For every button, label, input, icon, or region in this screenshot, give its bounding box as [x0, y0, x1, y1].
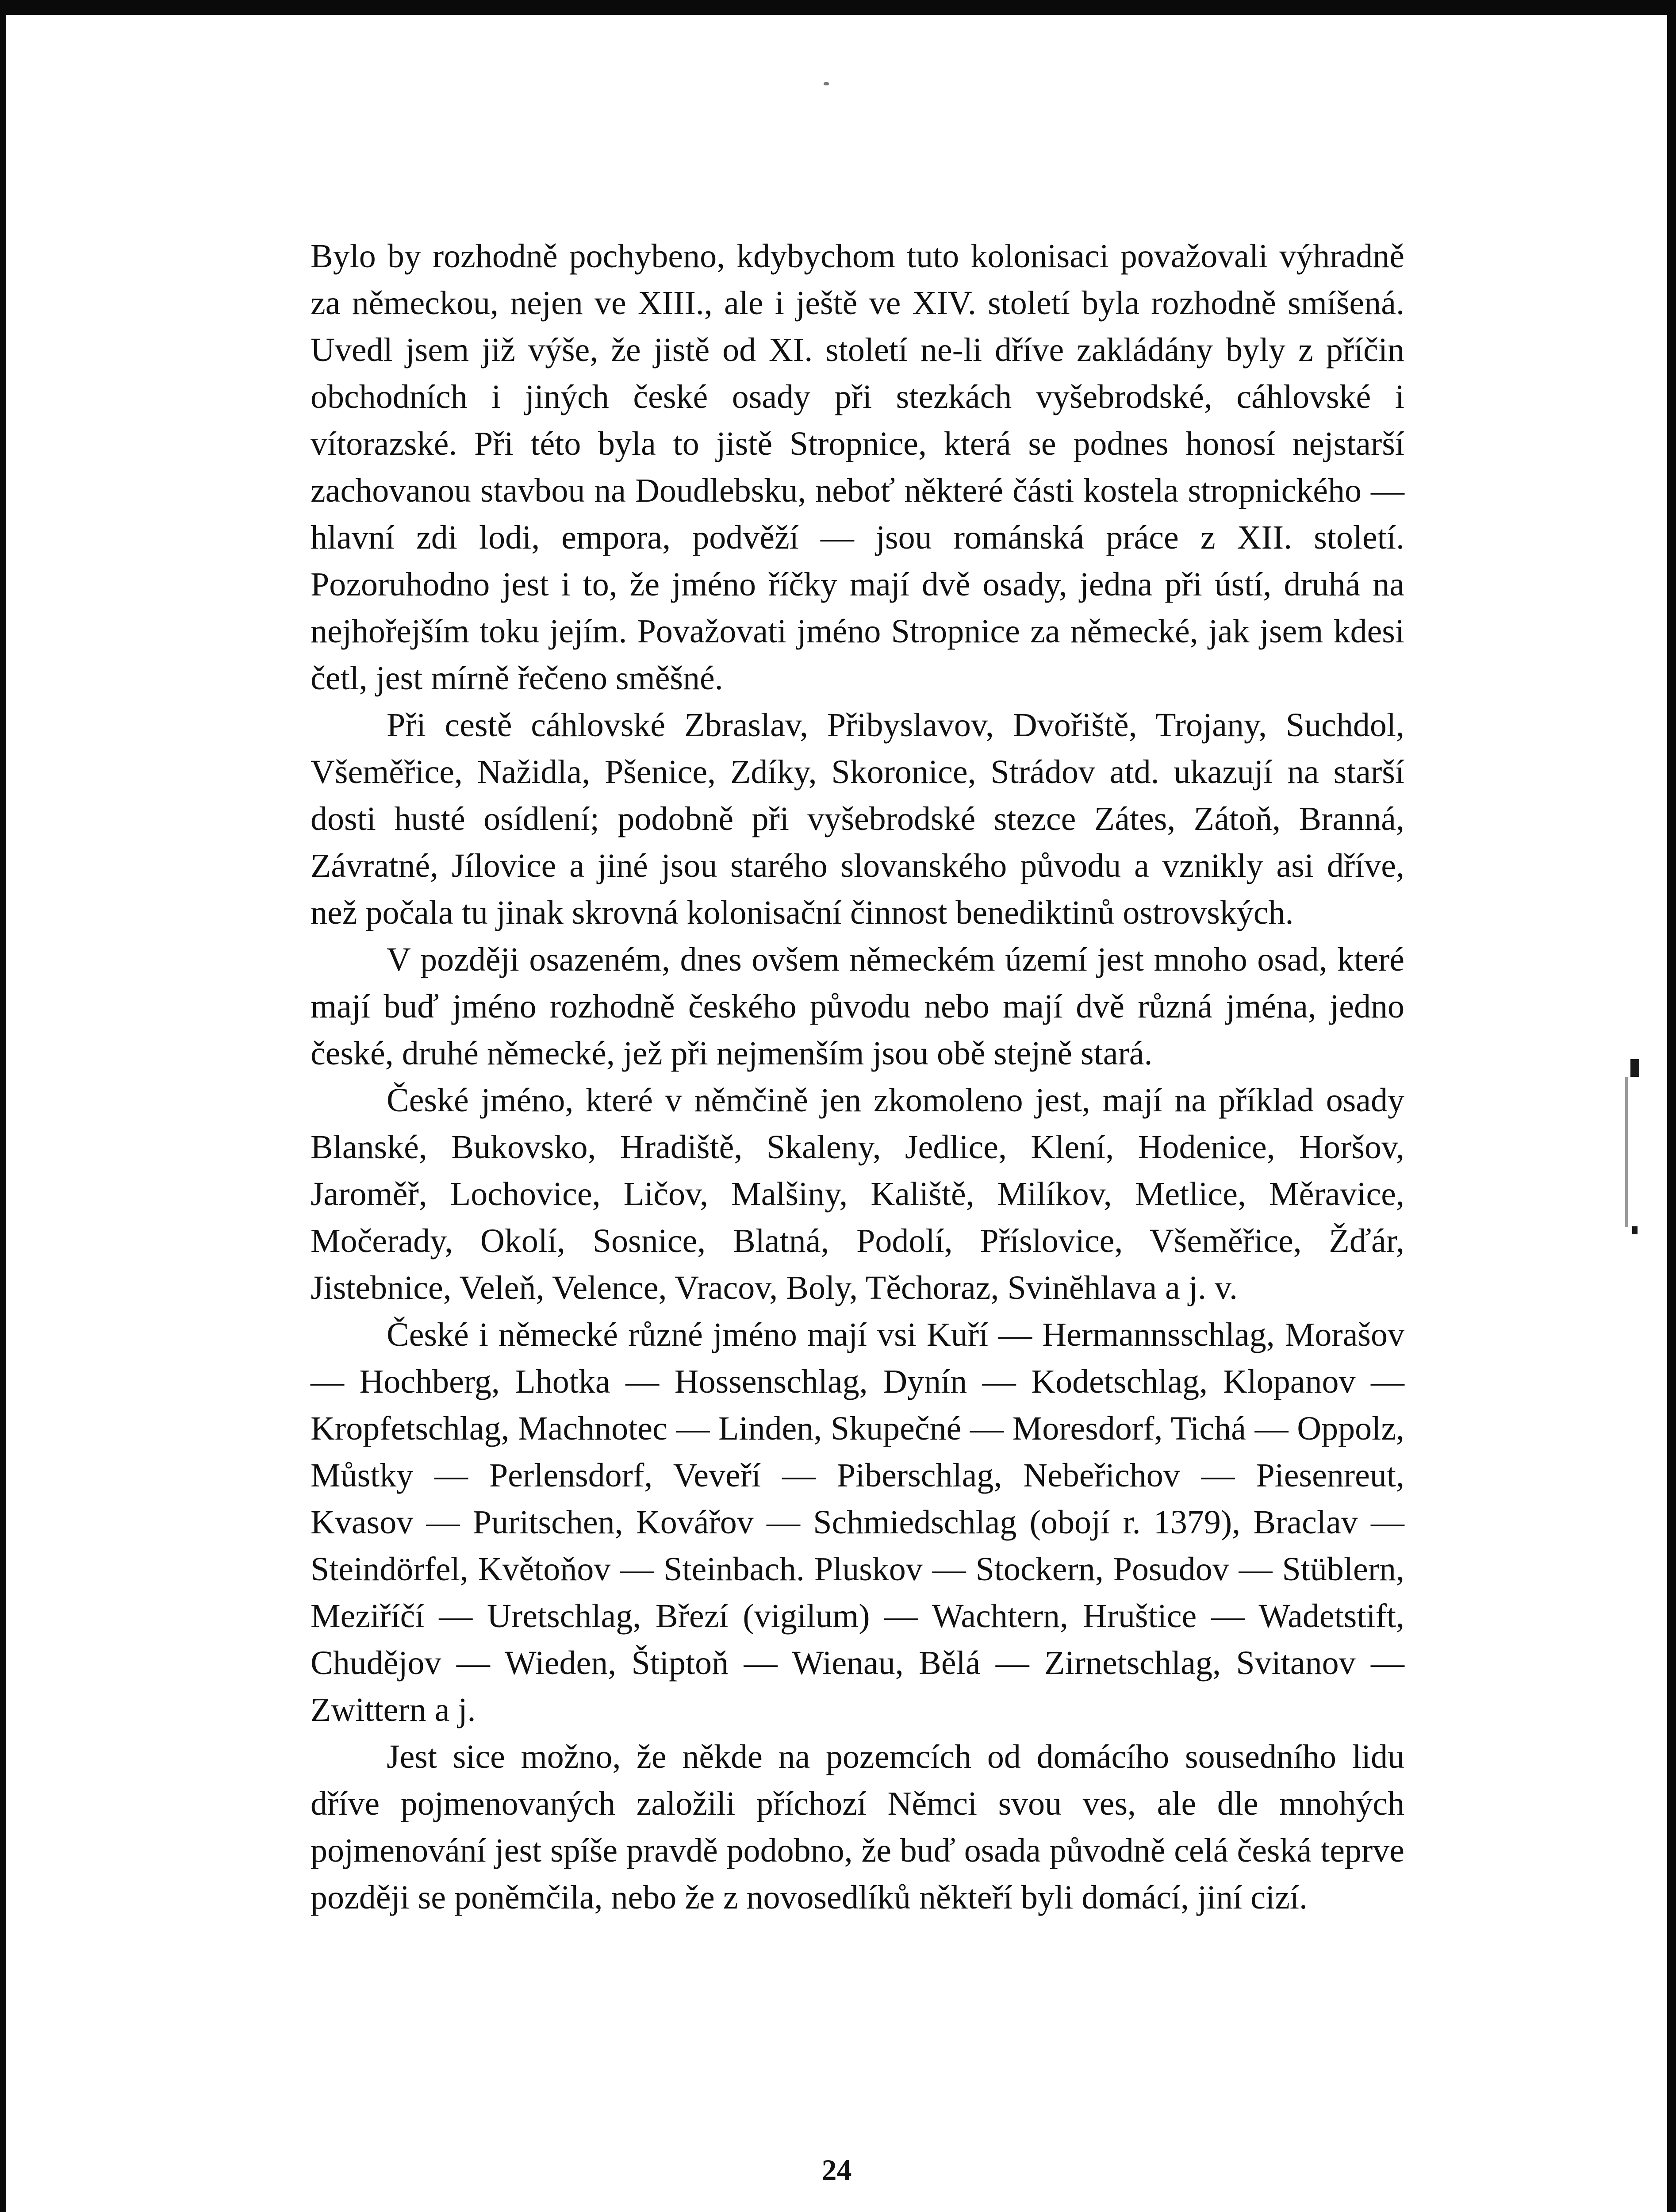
binding-clip-bottom-mark: [1632, 1226, 1638, 1234]
scan-speck-mark: [824, 82, 829, 85]
body-text: [311, 233, 1404, 1921]
paragraph-ceske-jmeno: České jméno, které v němčině jen zkomoleno jest, mají na příklad osady Blanské, Bukovsko, Hradiště, Skaleny, Jedlice, Klení, Hodenice, Horšov, Jaroměř, Lochovice, Ličov, Malšiny, Kaliště, Milíkov, Metlice, Měravice, Močerady, Okolí, Sosnice, Blatná, Podolí, Příslovice, Všeměřice, Žďár, Jistebnice, Veleň, Velence, Vracov, Boly, Těchoraz, Svinĕhlava a j. v.: [311, 1082, 1404, 1306]
binding-clip-top-mark: [1630, 1059, 1639, 1077]
page-number: 24: [821, 2153, 852, 2187]
paragraph-nemecke-uzemi: V později osazeném, dnes ovšem německém území jest mnoho osad, které mají buď jméno rozhodně českého původu nebo mají dvě různá jména, jedno české, druhé německé, jež při nejmenším jsou obě stejně stará.: [311, 941, 1404, 1072]
paragraph-dvoji-jmena: České i německé různé jméno mají vsi Kuří — Hermannsschlag, Morašov — Hochberg, Lhotka — Hossenschlag, Dynín — Kodetschlag, Klopanov — Kropfetschlag, Machnotec — Linden, Skupečné — Moresdorf, Tichá — Oppolz, Můstky — Perlensdorf, Veveří — Piberschlag, Nebeřichov — Piesenreut, Kvasov — Puritschen, Kovářov — Schmiedschlag (obojí r. 1379), Braclav — Steindörfel, Květoňov — Steinbach. Pluskov — Stockern, Posudov — Stüblern, Meziříčí — Uretschlag, Březí (vigilum) — Wachtern, Hruštice — Wadetstift, Chudějov — Wieden, Štiptoň — Wienau, Bělá — Zirnetschlag, Svitanov — Zwittern a j.: [311, 1316, 1404, 1728]
binding-edge-line: [1625, 1077, 1628, 1227]
scanned-page: [6, 15, 1667, 2212]
paragraph-stropnice: Bylo by rozhodně pochybeno, kdybychom tuto kolonisaci považovali výhradně za německou, nejen ve XIII., ale i ještě ve XIV. století byla rozhodně smíšená. Uvedl jsem již výše, že jistě od XI. století ne-li dříve zakládány byly z příčin obchodních i jiných české osady při stezkách vyšebrodské, cáhlovské i vítorazské. Při této byla to jistě Stropnice, která se podnes honosí nejstarší zachovanou stavbou na Doudlebsku, neboť některé části kostela stropnického — hlavní zdi lodi, empora, podvěží — jsou románská práce z XII. století. Pozoruhodno jest i to, že jméno říčky mají dvě osady, jedna při ústí, druhá na nejhořejším toku jejím. Považovati jméno Stropnice za německé, jak jsem kdesi četl, jest mírně řečeno směšné.: [311, 238, 1404, 697]
paragraph-zaver: Jest sice možno, že někde na pozemcích od domácího sousedního lidu dříve pojmenovaných založili příchozí Němci svou ves, ale dle mnohých pojmenování jest spíše pravdě podobno, že buď osada původně celá česká teprve později se poněmčila, nebo že z novosedlíků někteří byli domácí, jiní cizí.: [311, 1738, 1404, 1916]
paragraph-cahlovska-cesta: Při cestě cáhlovské Zbraslav, Přibyslavov, Dvořiště, Trojany, Suchdol, Všeměřice, Nažidla, Pšenice, Zdíky, Skoronice, Strádov atd. ukazují na starší dosti husté osídlení; podobně při vyšebrodské stezce Zátes, Zátoň, Branná, Závratné, Jílovice a jiné jsou starého slovanského původu a vznikly asi dříve, než počala tu jinak skrovná kolonisační činnost benediktinů ostrovských.: [311, 707, 1404, 931]
